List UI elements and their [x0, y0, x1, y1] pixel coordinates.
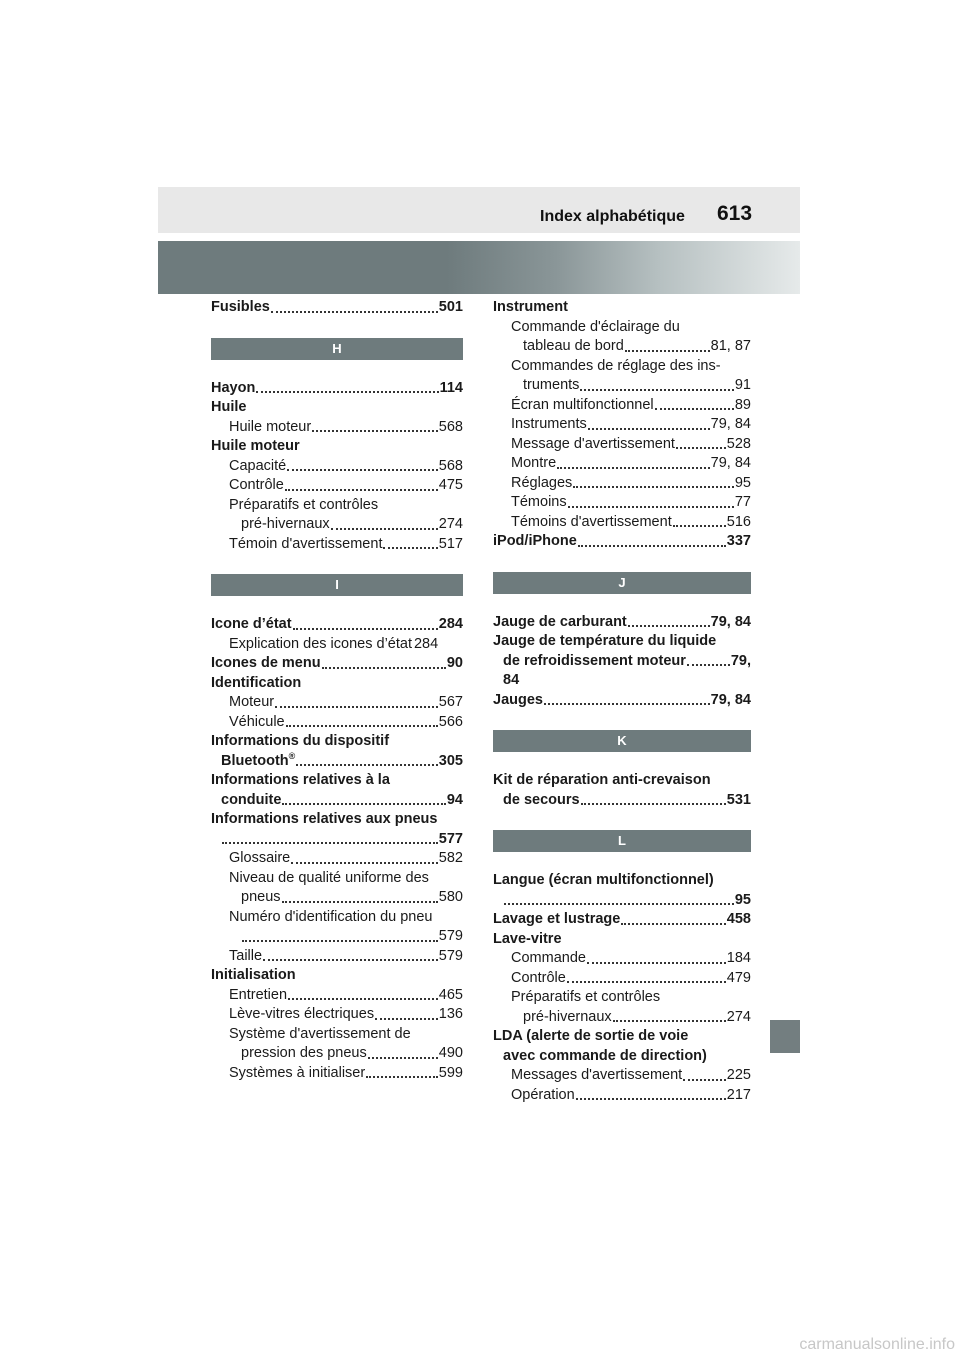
index-subentry[interactable]: Écran multifonctionnel 89 [511, 396, 751, 413]
index-subentry[interactable]: Contrôle 475 [229, 477, 463, 493]
index-subentry-text: Système d'avertissement de [229, 1025, 411, 1042]
index-heading: Instrument [493, 299, 568, 315]
letter-header-h: H [211, 338, 463, 360]
letter-header-i: I [211, 574, 463, 596]
index-subentry[interactable]: Systèmes à initialiser 599 [229, 1064, 463, 1081]
index-subentry[interactable]: Témoins d'avertissement 516 [511, 513, 751, 530]
index-entry-continuation: 84 [503, 672, 520, 688]
index-subentry[interactable]: Entretien 465 [229, 986, 463, 1003]
index-heading: Initialisation [211, 967, 296, 983]
index-entry[interactable]: Bluetooth® 305 [221, 750, 463, 769]
index-subentry[interactable]: Lève-vitres électriques 136 [229, 1006, 463, 1022]
index-subentry[interactable]: Huile moteur 568 [229, 418, 463, 435]
page-header-bar [158, 187, 800, 233]
index-subentry[interactable]: Glossaire 582 [229, 850, 463, 866]
letter-header-l: L [493, 830, 751, 852]
index-subentry-text: Préparatifs et contrôles [511, 989, 661, 1005]
letter-header-k: K [493, 730, 751, 752]
index-subentry-text: Numéro d'identification du pneu [229, 908, 433, 925]
index-subentry[interactable]: Capacité 568 [229, 457, 463, 474]
index-subentry[interactable]: Montre 79, 84 [511, 455, 751, 471]
index-entry[interactable]: Hayon 114 [211, 379, 463, 396]
index-heading: Langue (écran multifonctionnel) [493, 872, 714, 888]
index-heading: Informations du dispositif [211, 733, 390, 749]
page-number: 613 [717, 202, 753, 225]
decorative-gradient-band [158, 241, 800, 294]
index-entry[interactable]: Jauge de carburant 79, 84 [493, 613, 751, 630]
section-title: Index alphabétique [540, 208, 685, 225]
index-subentry[interactable]: Réglages 95 [511, 474, 751, 491]
index-heading: Identification [211, 674, 302, 691]
index-heading: Lave-vitre [493, 930, 562, 947]
index-heading: Informations relatives aux pneus [211, 811, 438, 827]
index-heading: LDA (alerte de sortie de voie [493, 1028, 689, 1044]
index-entry[interactable]: Icones de menu 90 [211, 655, 463, 671]
index-column-right [493, 298, 751, 1105]
index-entry[interactable]: Fusibles 501 [211, 299, 463, 315]
index-heading: Kit de réparation anti-crevaison [493, 772, 711, 788]
index-subentry[interactable]: Témoins 77 [511, 494, 751, 510]
index-subentry[interactable]: pneus 580 [241, 889, 463, 905]
index-subentry[interactable]: pression des pneus 490 [241, 1045, 463, 1061]
index-heading: Huile moteur [211, 438, 300, 454]
index-subentry[interactable]: 579 [211, 927, 463, 947]
index-heading-continuation: avec commande de direction) [503, 1047, 707, 1064]
index-subentry[interactable]: Véhicule 566 [229, 713, 463, 730]
index-subentry-text: Niveau de qualité uniforme des [229, 869, 429, 886]
index-subentry[interactable]: Explication des icones d’état 284 [229, 635, 439, 652]
index-heading: Informations relatives à la [211, 772, 390, 788]
index-subentry-text: Commandes de réglage des ins- [511, 357, 721, 374]
index-subentry[interactable]: Message d'avertissement 528 [511, 435, 751, 452]
index-column-left [211, 298, 463, 1083]
index-subentry[interactable]: pré-hivernaux 274 [523, 1008, 751, 1025]
index-subentry[interactable]: pré-hivernaux 274 [241, 516, 463, 532]
index-subentry[interactable]: Contrôle 479 [511, 969, 751, 986]
index-subentry[interactable]: Opération 217 [511, 1086, 751, 1103]
index-heading: Jauge de température du liquide [493, 633, 717, 649]
section-thumb-tab [770, 1020, 800, 1053]
index-entry[interactable]: Lavage et lustrage 458 [493, 911, 751, 927]
index-subentry-text: Préparatifs et contrôles [229, 496, 379, 513]
watermark: carmanualsonline.info [799, 1336, 955, 1353]
index-subentry[interactable]: Moteur 567 [229, 694, 463, 710]
index-entry[interactable]: conduite 94 [221, 791, 463, 808]
index-subentry-text: Commande d'éclairage du [511, 318, 680, 335]
index-subentry[interactable]: Messages d'avertissement 225 [511, 1067, 751, 1083]
letter-header-j: J [493, 572, 751, 594]
index-entry[interactable]: iPod/iPhone 337 [493, 533, 751, 549]
index-entry[interactable]: Jauges 79, 84 [493, 691, 751, 708]
index-subentry[interactable]: Commande 184 [511, 950, 751, 966]
index-subentry[interactable]: Taille 579 [229, 947, 463, 964]
registered-mark: ® [288, 750, 296, 761]
index-subentry[interactable]: truments 91 [523, 377, 751, 393]
index-subentry[interactable]: Témoin d'avertissement 517 [229, 535, 463, 552]
index-entry[interactable]: de refroidissement moteur 79, [503, 652, 751, 669]
index-entry[interactable]: de secours 531 [503, 791, 751, 808]
index-entry[interactable]: 95 [493, 891, 751, 911]
index-subentry[interactable]: tableau de bord 81, 87 [523, 338, 751, 354]
index-heading: Huile [211, 399, 247, 415]
index-subentry[interactable]: Instruments 79, 84 [511, 416, 751, 432]
index-entry[interactable]: Icone d’état 284 [211, 616, 463, 632]
index-entry[interactable]: 577 [211, 830, 463, 850]
